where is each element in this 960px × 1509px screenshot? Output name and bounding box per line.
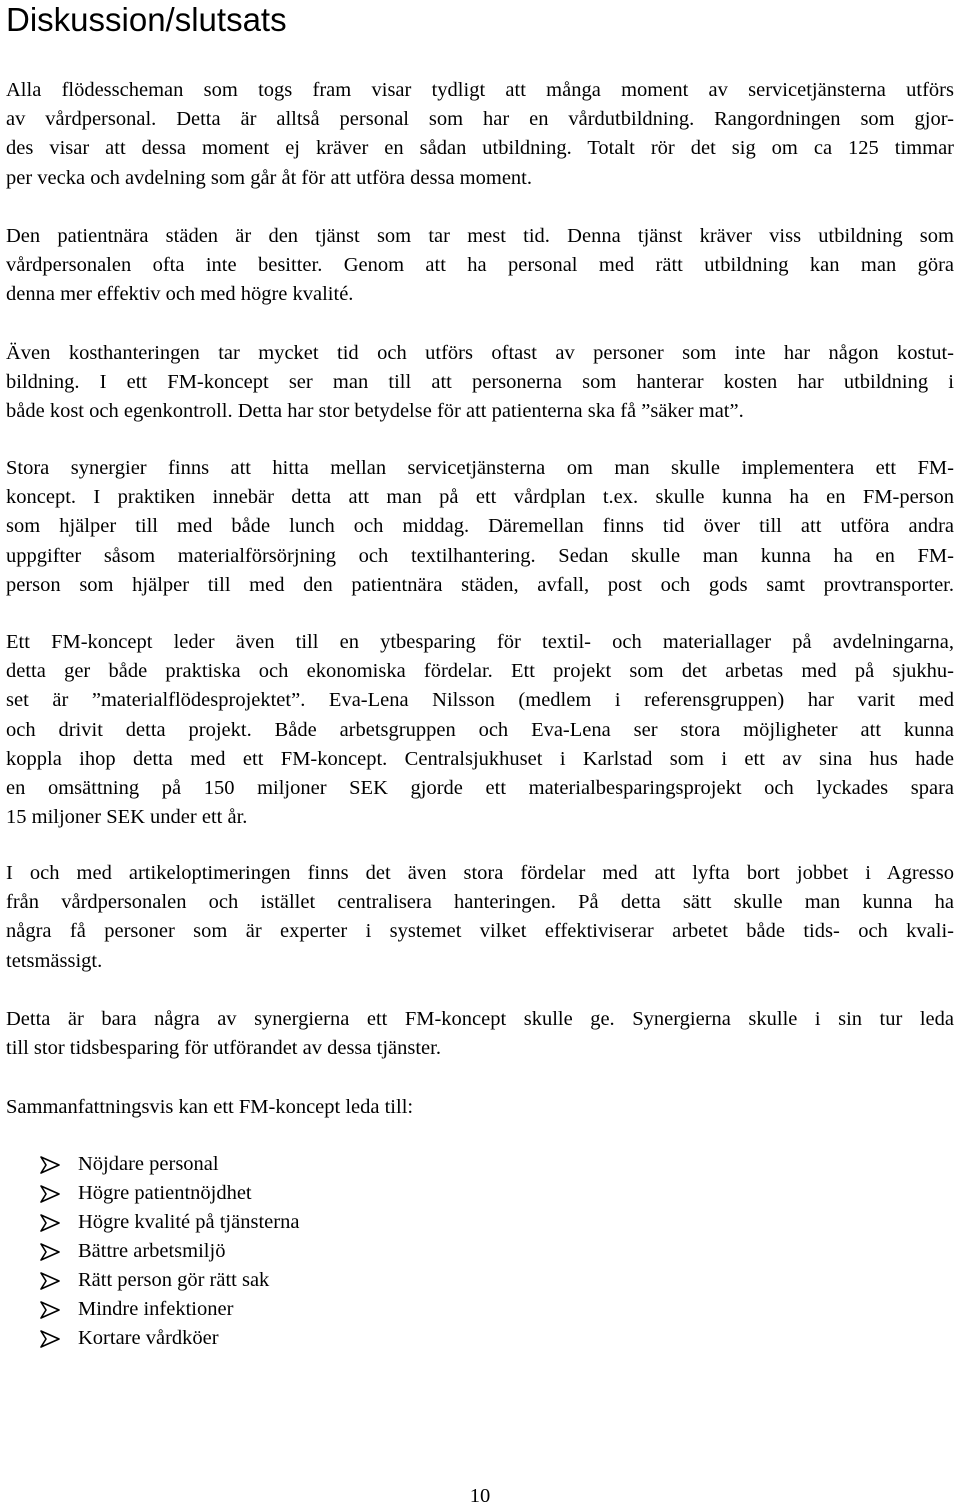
list-item-label: Kortare vårdköer (78, 1327, 219, 1349)
list-item (40, 1266, 299, 1295)
arrowhead-bullet-icon (40, 1301, 60, 1319)
page-number: 10 (469, 1485, 491, 1507)
text-line: både kost och egenkontroll. Detta har stor betydelse för att patienterna ska få ”säker mat”. (6, 400, 744, 423)
text-line: I och med artikeloptimeringen finns det även stora fördelar med att lyfta bort jobbet i Agresso (6, 862, 954, 884)
text-line: Stora synergier finns att hitta mellan servicetjänsterna om man skulle implementera ett FM- (6, 457, 954, 479)
paragraph-tidsbesparing (6, 1005, 954, 1063)
text-line: Även kosthanteringen tar mycket tid och utförs oftast av personer som inte har någon kostut- (6, 342, 954, 364)
text-line: tetsmässigt. (6, 949, 103, 972)
text-line: denna mer effektiv och med högre kvalité. (6, 283, 354, 306)
list-item-label: Högre patientnöjdhet (78, 1182, 252, 1204)
list-item-label: Mindre infektioner (78, 1298, 234, 1320)
list-item-label: Bättre arbetsmiljö (78, 1240, 226, 1262)
text-line: Den patientnära städen är den tjänst som tar mest tid. Denna tjänst kräver viss utbildning som (6, 225, 954, 247)
list-item (40, 1208, 299, 1237)
page-title: Diskussion/slutsats (6, 1, 287, 38)
list-item (40, 1324, 299, 1353)
arrowhead-bullet-icon (40, 1214, 60, 1232)
text-line: Detta är bara några av synergierna ett FM-koncept skulle ge. Synergierna skulle i sin tur leda (6, 1008, 954, 1030)
text-line: koncept. I praktiken innebär detta att man på ett vårdplan t.ex. skulle kunna ha en FM-person (6, 486, 954, 509)
paragraph-ytbesparing (6, 628, 954, 832)
arrowhead-bullet-icon (40, 1185, 60, 1203)
text-line: uppgifter såsom materialförsörjning och textilhantering. Sedan skulle man kunna ha en FM- (6, 544, 954, 567)
text-line: en omsättning på 150 miljoner SEK gjorde ett materialbesparingsprojekt och lyckades spara (6, 777, 954, 800)
paragraph-patientnara-staden (6, 222, 954, 310)
text-line: några få personer som är experter i systemet vilket effektiviserar arbetet både tids- och kvali- (6, 920, 954, 943)
list-item (40, 1150, 299, 1179)
text-line: från vårdpersonalen och istället centralisera hanteringen. På detta sätt skulle man kunna ha (6, 891, 954, 914)
text-line: till stor tidsbesparing för utförandet av dessa tjänster. (6, 1037, 441, 1060)
list-item-label: Högre kvalité på tjänsterna (78, 1211, 300, 1233)
text-line: Alla flödesscheman som togs fram visar tydligt att många moment av servicetjänsterna utförs (6, 79, 954, 101)
arrowhead-bullet-icon (40, 1243, 60, 1261)
text-line: person som hjälper till med den patientnära städen, avfall, post och gods samt provtransporter. (6, 573, 954, 596)
text-line: per vecka och avdelning som går åt för att utföra dessa moment. (6, 166, 532, 189)
text-line: Sammanfattningsvis kan ett FM-koncept leda till: (6, 1096, 414, 1118)
text-line: detta ger både praktiska och ekonomiska fördelar. Ett projekt som det arbetas med på sjukhu- (6, 660, 954, 683)
text-line: koppla ihop detta med ett FM-koncept. Centralsjukhuset i Karlstad som i ett av sina hus hade (6, 747, 954, 770)
paragraph-synergier (6, 454, 954, 600)
text-line: des visar att dessa moment ej kräver en sådan utbildning. Totalt rör det sig om ca 125 timmar (6, 137, 954, 160)
list-item (40, 1179, 299, 1208)
list-item-label: Rätt person gör rätt sak (78, 1269, 270, 1291)
text-line: vårdpersonalen ofta inte besitter. Genom att ha personal med rätt utbildning kan man göra (6, 254, 954, 277)
text-line: Ett FM-koncept leder även till en ytbesparing för textil- och materiallager på avdelningarna, (6, 631, 954, 653)
summary-list (40, 1150, 299, 1353)
list-item (40, 1295, 299, 1324)
text-line: och drivit detta projekt. Både arbetsgruppen och Eva-Lena ser stora möjligheter att kunna (6, 718, 954, 741)
list-item-label: Nöjdare personal (78, 1153, 219, 1175)
text-line: set är ”materialflödesprojektet”. Eva-Lena Nilsson (medlem i referensgruppen) har varit med (6, 689, 954, 712)
text-line: av vårdpersonal. Detta är alltså personal som har en vårdutbildning. Rangordningen som gjor- (6, 108, 954, 131)
text-line: bildning. I ett FM-koncept ser man till att personerna som hanterar kosten har utbildning i (6, 371, 954, 394)
paragraph-kosthantering (6, 339, 954, 427)
arrowhead-bullet-icon (40, 1272, 60, 1290)
paragraph-flodesscheman (6, 76, 954, 193)
arrowhead-bullet-icon (40, 1156, 60, 1174)
paragraph-sammanfattning (6, 1093, 954, 1122)
arrowhead-bullet-icon (40, 1330, 60, 1348)
text-line: 15 miljoner SEK under ett år. (6, 806, 248, 829)
list-item (40, 1237, 299, 1266)
text-line: som hjälper till med både lunch och middag. Däremellan finns tid över till att utföra andra (6, 515, 954, 538)
paragraph-artikeloptimering (6, 859, 954, 976)
